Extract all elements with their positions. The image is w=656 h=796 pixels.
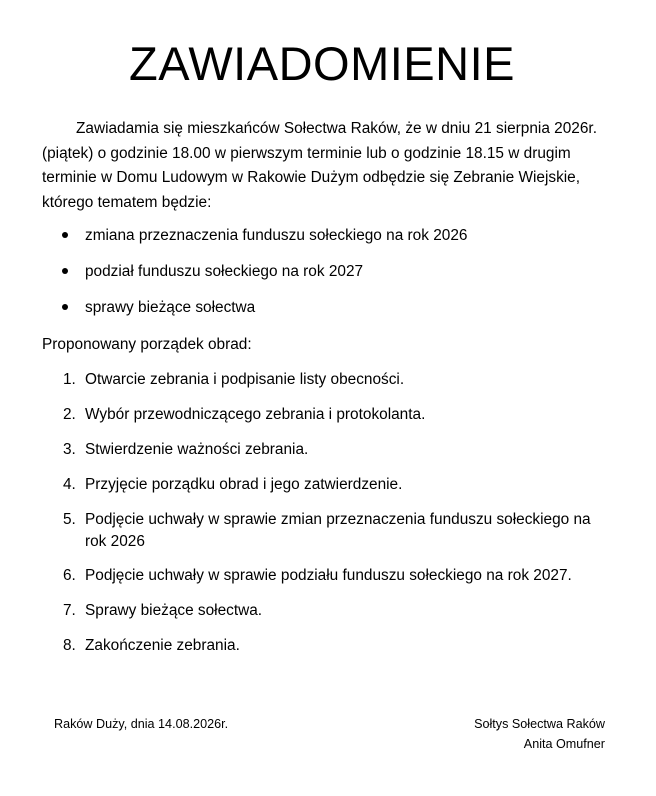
agenda-item xyxy=(42,600,602,622)
document-title: ZAWIADOMIENIE xyxy=(129,37,515,90)
topic-text: sprawy bieżące sołectwa xyxy=(85,299,256,316)
agenda-item-number: 8. xyxy=(63,637,76,654)
agenda-item-number: 6. xyxy=(63,567,76,584)
agenda-item xyxy=(42,565,602,587)
bullet-icon xyxy=(62,304,68,310)
topic-text: zmiana przeznaczenia funduszu sołeckiego na rok 2026 xyxy=(85,227,468,244)
place-date: Raków Duży, dnia 14.08.2026r. xyxy=(54,717,229,731)
agenda-item xyxy=(42,474,602,496)
agenda-item-number: 2. xyxy=(63,406,76,423)
agenda-item-text: Stwierdzenie ważności zebrania. xyxy=(85,441,309,458)
agenda-item xyxy=(42,369,602,391)
agenda-item-text: Wybór przewodniczącego zebrania i protokolanta. xyxy=(85,406,426,423)
topic-text: podział funduszu sołeckiego na rok 2027 xyxy=(85,263,364,280)
agenda-item xyxy=(42,439,602,461)
signature-block xyxy=(474,714,605,754)
signature-name: Anita Omufner xyxy=(523,737,605,751)
agenda-item-text: Zakończenie zebrania. xyxy=(85,637,240,654)
agenda-item-number: 3. xyxy=(63,441,76,458)
list-item xyxy=(42,261,602,297)
agenda-item-text: Otwarcie zebrania i podpisanie listy obecności. xyxy=(85,371,405,388)
agenda-item-number: 7. xyxy=(63,602,76,619)
list-item xyxy=(42,225,602,261)
agenda-item-text: Przyjęcie porządku obrad i jego zatwierdzenie. xyxy=(85,476,403,493)
list-item xyxy=(42,297,602,333)
agenda-item-number: 1. xyxy=(63,371,76,388)
bullet-icon xyxy=(62,268,68,274)
agenda-item-number: 5. xyxy=(63,511,76,528)
topics-list xyxy=(42,225,602,333)
signature-role: Sołtys Sołectwa Raków xyxy=(474,717,605,731)
agenda-item xyxy=(42,635,602,657)
agenda-heading: Proponowany porządek obrad: xyxy=(42,336,252,353)
agenda-item-number: 4. xyxy=(63,476,76,493)
intro-paragraph: Zawiadamia się mieszkańców Sołectwa Raków, że w dniu 21 sierpnia 2026r. (piątek) o godzinie 18.00 w pierwszym terminie lub o godzinie 18.15 w drugim terminie w Domu Ludowym w Rakowie Dużym odbędzie się Zebranie Wiejskie, którego tematem będzie: xyxy=(42,120,597,211)
bullet-icon xyxy=(62,232,68,238)
agenda-item xyxy=(42,509,602,553)
agenda-item-text: Sprawy bieżące sołectwa. xyxy=(85,602,263,619)
agenda-list xyxy=(42,369,602,670)
agenda-item-text: Podjęcie uchwały w sprawie podziału funduszu sołeckiego na rok 2027. xyxy=(85,567,572,584)
agenda-item xyxy=(42,404,602,426)
agenda-item-text: Podjęcie uchwały w sprawie zmian przeznaczenia funduszu sołeckiego na rok 2026 xyxy=(85,511,591,550)
